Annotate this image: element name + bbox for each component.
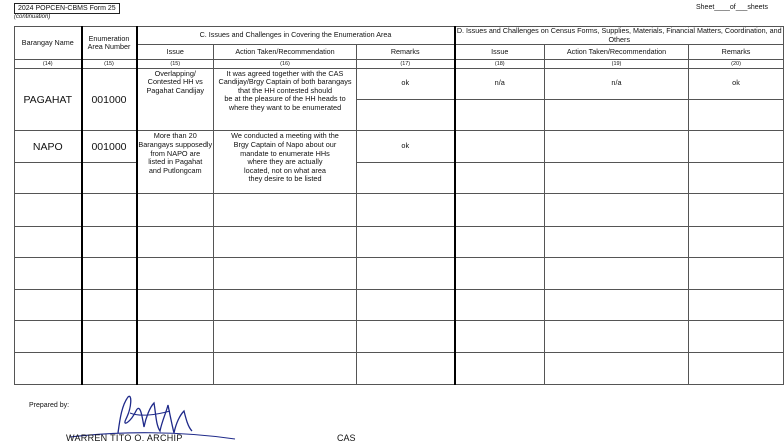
cell-line: Candijay/Brgy Captain of both barangays [218, 77, 352, 87]
empty-cell [137, 226, 214, 257]
empty-cell [545, 194, 689, 226]
empty-cell [545, 162, 689, 193]
empty-cell [545, 258, 689, 289]
column-number: (18) [455, 60, 545, 68]
cell-line: that the HH contested should [237, 85, 333, 95]
empty-cell [82, 258, 137, 289]
table-row [15, 352, 784, 384]
cell-line: Overlapping/ [154, 68, 196, 78]
table-row [15, 131, 784, 162]
cell-line: and Putlongcam [148, 165, 202, 175]
empty-cell [15, 289, 82, 320]
empty-cell [137, 258, 214, 289]
d-action-cell: n/a [545, 68, 689, 99]
empty-cell [689, 321, 784, 352]
empty-cell [545, 100, 689, 131]
issues-table [14, 26, 784, 385]
c-issue-cell [137, 68, 214, 131]
cell-line: where they want to be enumerated [228, 102, 342, 112]
empty-cell [545, 321, 689, 352]
c-action-cell [214, 68, 357, 131]
empty-cell [689, 289, 784, 320]
d-issue-cell [455, 131, 545, 162]
empty-cell [15, 321, 82, 352]
empty-cell [15, 226, 82, 257]
column-number: (16) [214, 60, 357, 68]
d-action-cell [545, 131, 689, 162]
barangay-name-cell: PAGAHAT [15, 68, 82, 131]
empty-cell [15, 194, 82, 226]
empty-cell [357, 352, 455, 384]
empty-cell [82, 289, 137, 320]
c-issue-cell [137, 131, 214, 194]
empty-cell [15, 352, 82, 384]
header-c-issue: Issue [137, 45, 214, 60]
cell-line: be at the pleasure of the HH heads to [224, 94, 346, 104]
empty-cell [357, 162, 455, 193]
empty-cell [214, 194, 357, 226]
header-c-remarks: Remarks [357, 45, 455, 60]
column-number: (14) [15, 60, 82, 68]
empty-cell [214, 321, 357, 352]
header-d-action: Action Taken/Recommendation [545, 45, 689, 60]
cell-line: listed in Pagahat [148, 157, 203, 167]
barangay-name-cell: NAPO [15, 131, 82, 162]
header-c-action: Action Taken/Recommendation [214, 45, 357, 60]
empty-cell [455, 100, 545, 131]
header-barangay-name: Barangay Name [15, 27, 82, 60]
column-number: (15) [82, 60, 137, 68]
empty-cell [689, 226, 784, 257]
empty-cell [455, 258, 545, 289]
column-number: (17) [357, 60, 455, 68]
empty-cell [137, 289, 214, 320]
empty-cell [82, 226, 137, 257]
empty-cell [545, 289, 689, 320]
column-number: (19) [545, 60, 689, 68]
table-row [15, 321, 784, 352]
empty-cell [689, 194, 784, 226]
empty-cell [214, 226, 357, 257]
empty-cell [137, 352, 214, 384]
empty-cell [689, 352, 784, 384]
table-row [15, 289, 784, 320]
cell-line: mandate to enumerate HHs [240, 148, 330, 158]
empty-cell [689, 258, 784, 289]
empty-cell [357, 258, 455, 289]
table-row [15, 194, 784, 226]
empty-cell [214, 289, 357, 320]
form-label: 2024 POPCEN-CBMS Form 25 [14, 3, 120, 14]
table-row [15, 226, 784, 257]
header-section-c: C. Issues and Challenges in Covering the Enumeration Area [137, 27, 455, 45]
header-d-issue: Issue [455, 45, 545, 60]
table-row [15, 258, 784, 289]
empty-cell [357, 321, 455, 352]
cell-line: Contested HH vs [147, 77, 203, 87]
c-remarks-cell: ok [357, 131, 455, 162]
empty-cell [357, 194, 455, 226]
cell-line: they desire to be listed [248, 174, 322, 184]
cell-line: Brgy Captain of Napo about our [233, 140, 337, 150]
cell-line: Barangays supposedly [138, 140, 213, 150]
d-remarks-cell: ok [689, 68, 784, 99]
empty-cell [15, 258, 82, 289]
empty-cell [455, 289, 545, 320]
empty-cell [357, 100, 455, 131]
empty-cell [82, 162, 137, 193]
empty-cell [545, 226, 689, 257]
d-remarks-cell [689, 131, 784, 162]
preparer-name: WARREN TITO O. ARCHIP [66, 433, 183, 443]
header-d-remarks: Remarks [689, 45, 784, 60]
empty-cell [357, 289, 455, 320]
empty-cell [455, 352, 545, 384]
cell-line: located, not on what area [244, 165, 326, 175]
empty-cell [214, 352, 357, 384]
header-ea-number: Enumeration Area Number [82, 27, 137, 60]
table-row [15, 162, 784, 193]
ea-number-cell: 001000 [82, 131, 137, 162]
continuation-label: (continuation) [14, 14, 51, 20]
prepared-by-label: Prepared by: [29, 402, 70, 409]
empty-cell [15, 162, 82, 193]
empty-cell [214, 258, 357, 289]
empty-cell [455, 226, 545, 257]
empty-cell [455, 194, 545, 226]
empty-cell [455, 162, 545, 193]
cell-line: from NAPO are [150, 148, 201, 158]
column-number: (15) [137, 60, 214, 68]
c-remarks-cell: ok [357, 68, 455, 99]
empty-cell [689, 100, 784, 131]
empty-cell [545, 352, 689, 384]
table-row [15, 68, 784, 99]
cell-line: More than 20 [153, 131, 197, 141]
empty-cell [137, 321, 214, 352]
d-issue-cell: n/a [455, 68, 545, 99]
empty-cell [82, 194, 137, 226]
column-number: (20) [689, 60, 784, 68]
preparer-role: CAS [337, 433, 356, 443]
empty-cell [82, 352, 137, 384]
ea-number-cell: 001000 [82, 68, 137, 131]
cell-line: Pagahat Candijay [146, 85, 205, 95]
cell-line: We conducted a meeting with the [231, 131, 339, 141]
cell-line: It was agreed together with the CAS [226, 68, 344, 78]
cell-line: where they are actually [247, 157, 323, 167]
c-action-cell [214, 131, 357, 194]
empty-cell [455, 321, 545, 352]
empty-cell [82, 321, 137, 352]
empty-cell [357, 226, 455, 257]
empty-cell [689, 162, 784, 193]
header-section-d: D. Issues and Challenges on Census Forms, Supplies, Materials, Financial Matters, Coordination, and Others [455, 27, 784, 45]
sheet-counter: Sheet____of___sheets [695, 4, 768, 11]
empty-cell [137, 194, 214, 226]
